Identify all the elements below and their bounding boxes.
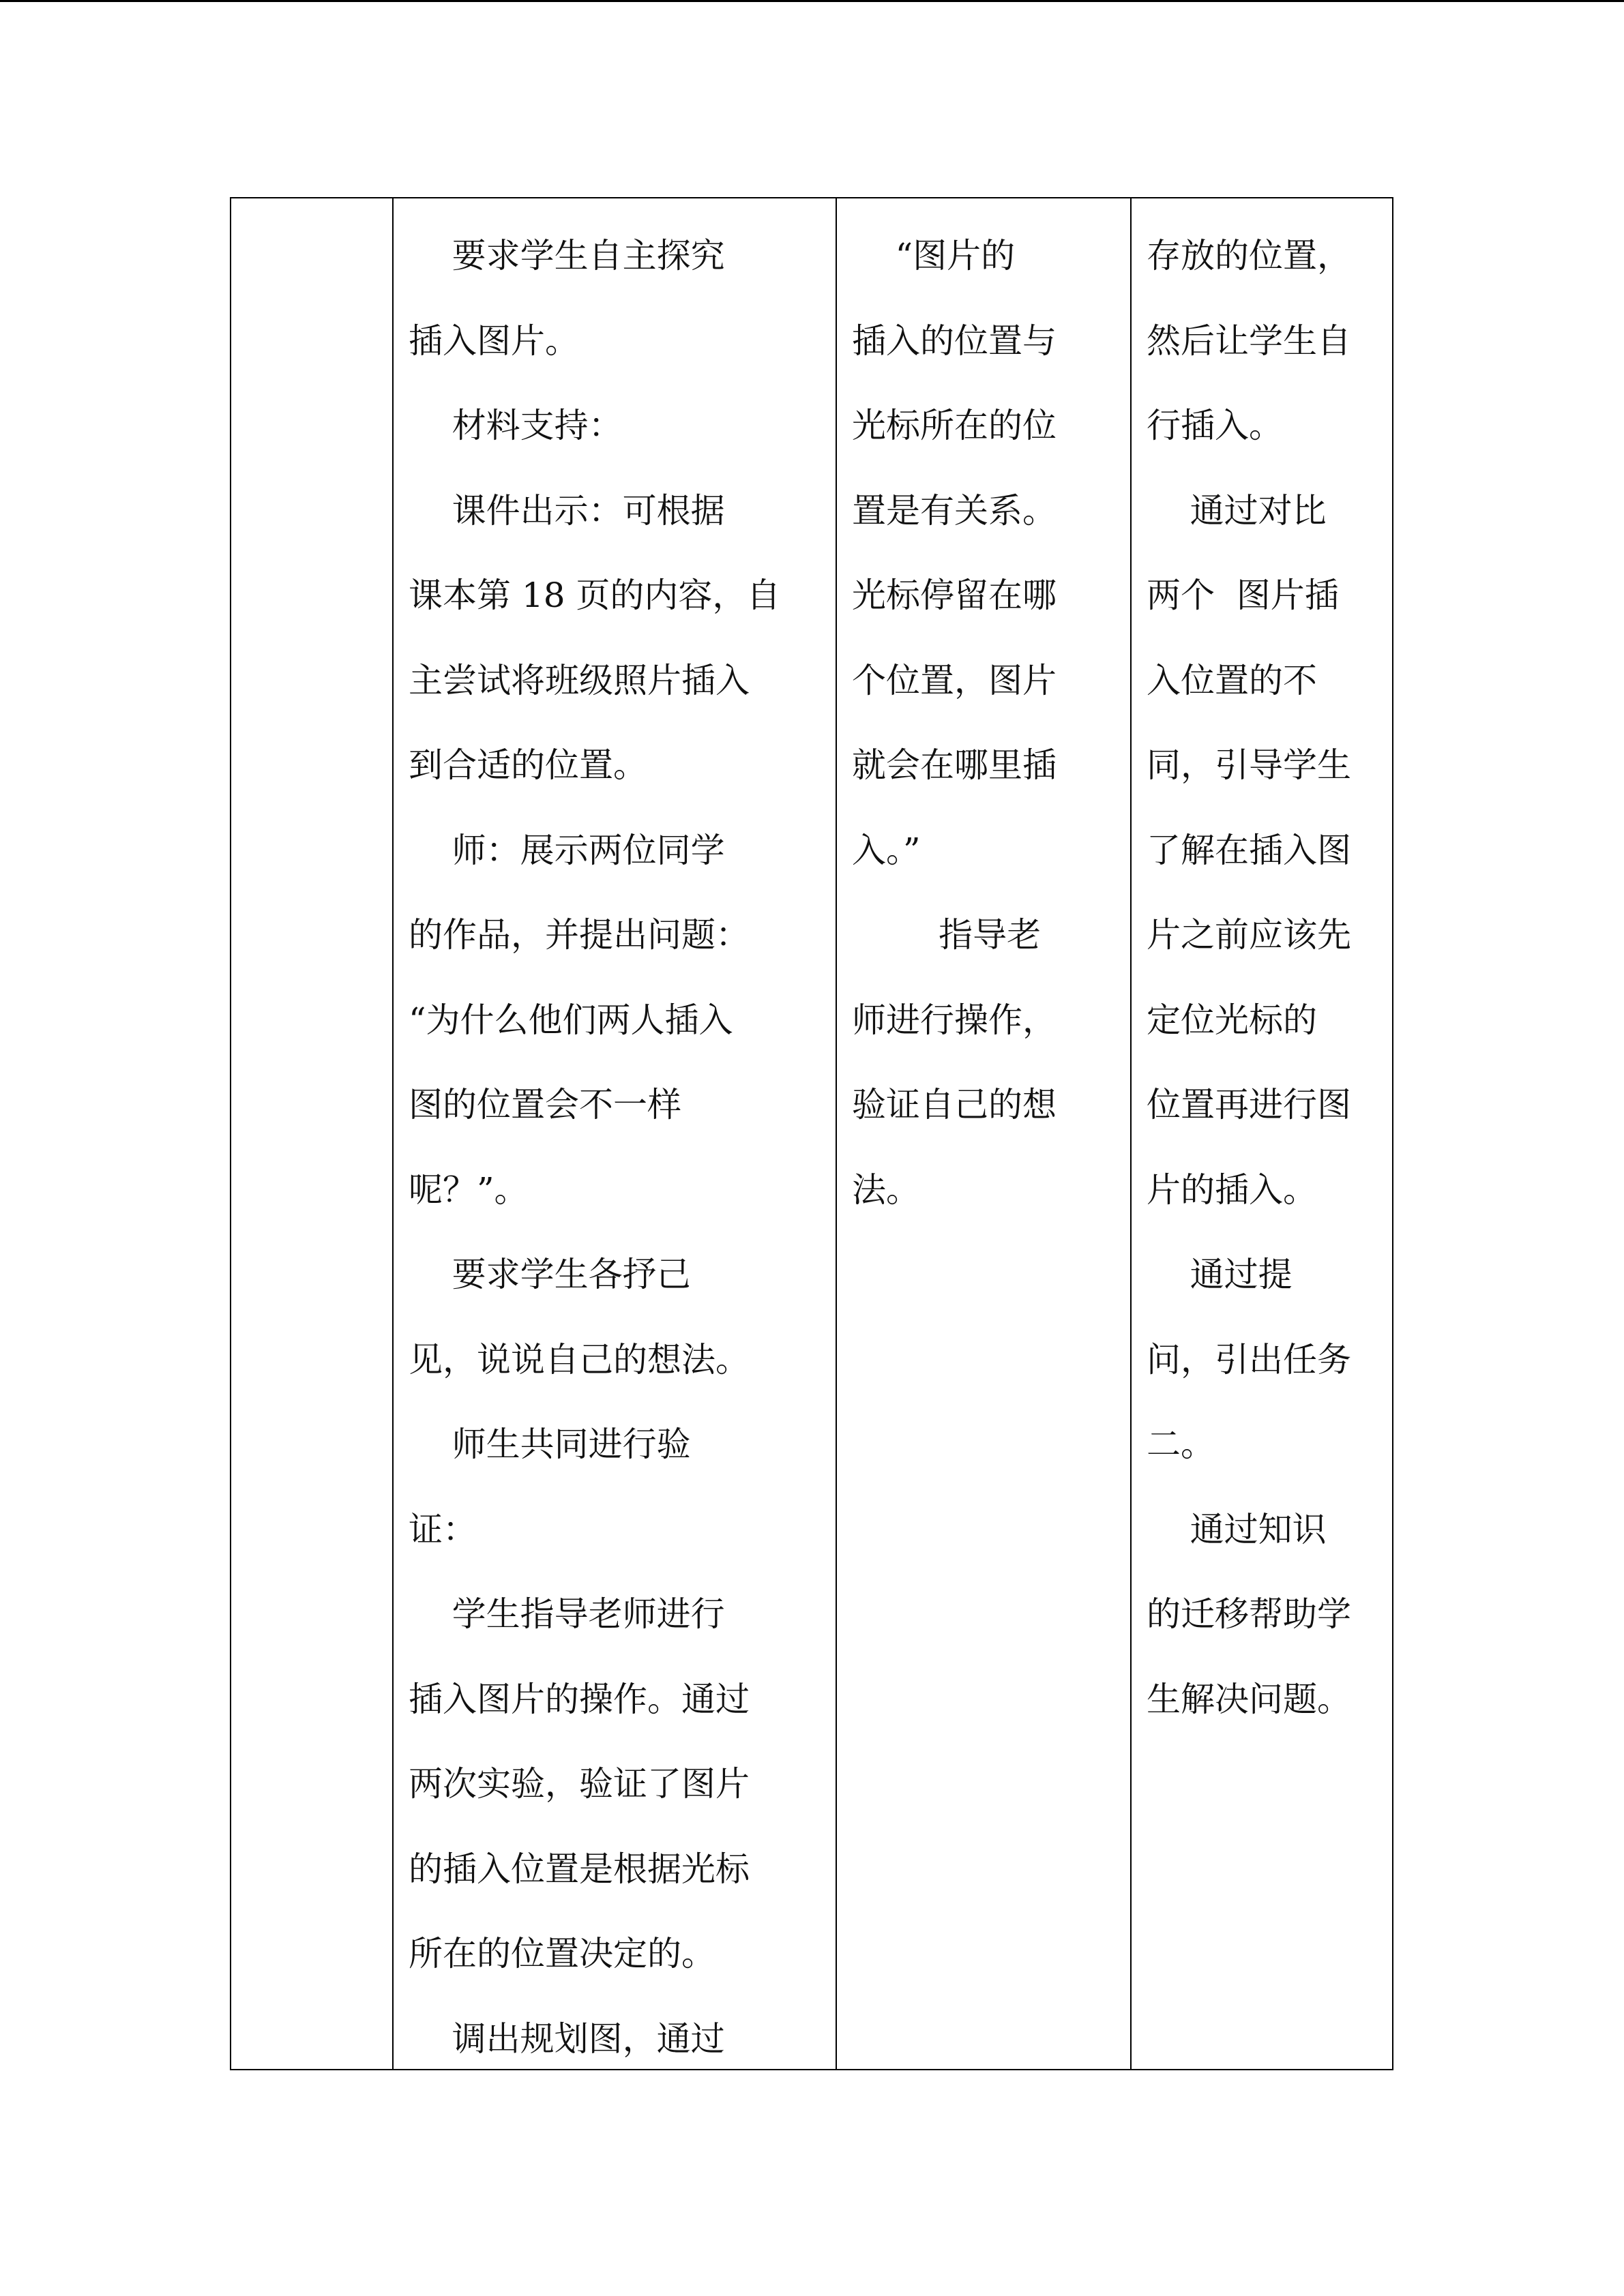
cell-text-line: 入位置的不 [1147,660,1317,700]
lesson-plan-table [230,197,1393,2070]
cell-text-line: 光标所在的位 [852,406,1057,445]
cell-text-line: 呢？”。 [409,1169,529,1210]
cell-text-line: 个位置，图片 [852,660,1057,700]
cell-text-line: “为什么他们两人插入 [409,1000,733,1040]
table-column-teacher-activity [394,198,836,2069]
page-top-rule [0,0,1624,2]
cell-text-line: 光标停留在哪 [852,576,1057,615]
cell-text-line: 入。” [852,830,921,870]
cell-text-line: 存放的位置， [1147,236,1351,275]
cell-text-line: 通过提 [1147,1255,1293,1294]
cell-text-line: 置是有关系。 [852,490,1057,531]
cell-text-line: 生解决问题。 [1147,1679,1351,1719]
cell-text-line: 师进行操作， [852,1000,1057,1040]
cell-text-line: 师生共同进行验 [409,1425,691,1464]
cell-text-line: 图的位置会不一样 [409,1085,681,1124]
table-column-design-intent [1132,198,1392,2069]
student-activity-text [852,213,1057,1232]
cell-text-line: 的迁移帮助学 [1147,1594,1351,1634]
cell-text-line: “图片的 [852,236,1016,275]
cell-text-line: 的插入位置是根据光标 [409,1849,750,1889]
cell-text-line: 插入图片。 [409,320,579,361]
cell-text-line: 插入图片的操作。通过 [409,1679,750,1719]
cell-text-line: 要求学生各抒己 [409,1255,691,1294]
cell-text-line: 行插入。 [1147,406,1283,445]
cell-text-line: 问，引出任务 [1147,1339,1351,1380]
cell-text-line: 验证自己的想 [852,1085,1057,1124]
teacher-activity-text [409,213,780,2081]
cell-text-line: 证： [409,1509,477,1549]
cell-text-line: 定位光标的 [1147,1000,1317,1040]
cell-text-line: 所在的位置决定的。 [409,1934,715,1973]
cell-text-line: 主尝试将班级照片插入 [409,660,750,700]
cell-text-line: 师：展示两位同学 [409,830,725,870]
cell-text-line: 然后让学生自 [1147,320,1351,361]
cell-text-line: 材料支持： [409,406,623,445]
cell-text-line: 要求学生自主探究 [409,236,725,275]
cell-text-line: 二。 [1147,1425,1215,1464]
cell-text-line: 了解在插入图 [1147,830,1351,870]
cell-text-line: 位置再进行图 [1147,1085,1351,1124]
cell-text-line: 片的插入。 [1147,1169,1317,1210]
cell-text-line: 同，引导学生 [1147,745,1351,785]
cell-text-line: 的作品，并提出问题： [409,915,750,955]
cell-text-line: 到合适的位置。 [409,745,647,785]
cell-text-line: 两次实验，验证了图片 [409,1764,750,1804]
cell-text-line: 片之前应该先 [1147,915,1351,955]
cell-text-line: 指导老 [852,915,1042,955]
table-column-empty [231,198,392,2069]
design-intent-text [1147,213,1351,1742]
cell-text-line: 课件出示：可根据 [409,490,725,531]
cell-text-line: 见，说说自己的想法。 [409,1339,750,1380]
cell-text-line: 通过知识 [1147,1509,1327,1549]
cell-text-line: 两个 图片插 [1147,576,1339,615]
cell-text-line: 就会在哪里插 [852,745,1057,785]
cell-text-line: 法。 [852,1169,920,1210]
cell-text-line: 课本第 18 页的内容，自 [409,576,781,615]
cell-text-line: 调出规划图，通过 [409,2018,725,2059]
table-column-student-activity [837,198,1130,2069]
cell-text-line: 学生指导老师进行 [409,1594,725,1634]
cell-text-line: 插入的位置与 [852,320,1057,361]
cell-text-line: 通过对比 [1147,490,1327,531]
